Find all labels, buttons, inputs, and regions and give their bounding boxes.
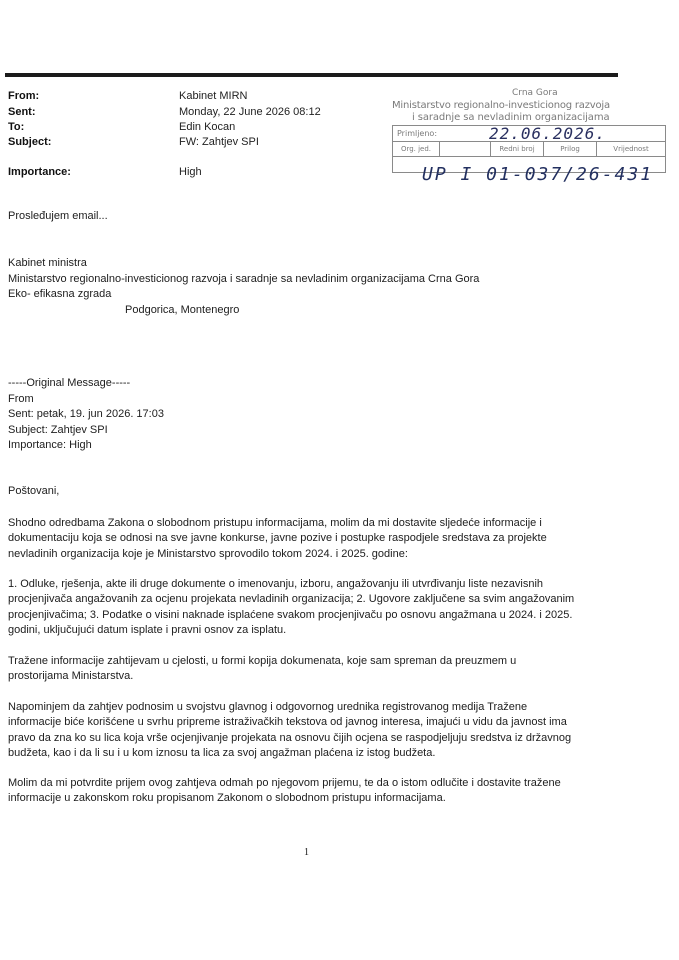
paragraph-2: 1. Odluke, rješenja, akte ili druge dokumente o imenovanju, izboru, angažovanju ili utvrđivanju liste nezavisnih procjenjivača angažovanih za ocjenu projekata nevladinih organizacija; 2. Ugovore zaključene sa svim angažovanim procjenjivačima; 3. Podatke o visini naknade isplaćene svakom procjenjivaču po osnovu angažmana u 2024. i 2025. godini, uključujući datum isplate i pravni osnov za isplatu. xyxy=(8,578,575,636)
stamp-col-number: Redni broj xyxy=(491,142,544,156)
page-number: 1 xyxy=(304,847,309,858)
signature-line1: Kabinet ministra xyxy=(8,257,87,269)
paragraph-3: Tražene informacije zahtijevam u cjelosti, u formi kopija dokumenata, koje sam spreman da preuzmem u prostorijama Ministarstva. xyxy=(8,655,517,683)
stamp-ministry-line1: Ministarstvo regionalno-investicionog razvoja xyxy=(392,100,610,111)
stamp-col-value: Vrijednost xyxy=(613,145,649,153)
forward-note: Prosleđujem email... xyxy=(8,210,108,222)
original-importance: Importance: High xyxy=(8,439,92,451)
stamp-received-date: 22.06.2026. xyxy=(489,124,606,143)
stamp-col-attachment: Prilog xyxy=(544,142,597,156)
stamp-received-row xyxy=(393,126,665,142)
importance-label: Importance: xyxy=(8,166,71,178)
sent-value: Monday, 22 June 2026 08:12 xyxy=(179,106,321,118)
stamp-ministry-line2: i saradnje sa nevladinim organizacijama xyxy=(412,112,610,123)
original-subject: Subject: Zahtjev SPI xyxy=(8,424,108,436)
to-label: To: xyxy=(8,121,25,133)
from-label: From: xyxy=(8,90,40,102)
subject-label: Subject: xyxy=(8,136,52,148)
from-value: Kabinet MIRN xyxy=(179,90,248,102)
importance-value: High xyxy=(179,166,202,178)
registry-stamp xyxy=(382,82,672,192)
original-sent: Sent: petak, 19. jun 2026. 17:03 xyxy=(8,408,164,420)
paragraph-5: Molim da mi potvrdite prijem ovog zahtjeva odmah po njegovom prijemu, te da o istom odlučite i dostavite tražene informacije u zakonskom roku propisanom Zakonom o slobodnom pristupu informacijama. xyxy=(8,777,561,805)
original-from: From xyxy=(8,393,34,405)
stamp-country: Crna Gora xyxy=(512,88,558,98)
subject-value: FW: Zahtjev SPI xyxy=(179,136,259,148)
header-rule xyxy=(5,73,618,77)
signature-line2: Ministarstvo regionalno-investicionog razvoja i saradnje sa nevladinim organizacijama Crna Gora xyxy=(8,273,480,285)
signature-line3: Eko- efikasna zgrada xyxy=(8,288,112,300)
stamp-received-label: Primljeno: xyxy=(397,129,438,138)
paragraph-4: Napominjem da zahtjev podnosim u svojstvu glavnog i odgovornog urednika registrovanog medija Tražene informacije biće korišćene u svrhu pripreme istraživačkih tekstova od javnog interesa, imajući u vidu da javnost ima pravo da zna ko su lica koja vrše ocjenjivanje projekata na osnovu čijih ocjena se raspodjeljuju sredstva iz državnog budžeta, kao i da li su i u kom iznosu ta lica za svoj angažman plaćena iz istog budžeta. xyxy=(8,701,572,759)
paragraph-1: Shodno odredbama Zakona o slobodnom pristupu informacijama, molim da mi dostavite sljedeće informacije i dokumentaciju koja se odnosi na sve javne konkurse, javne pozive i postupke raspodjele sredstava za projekte nevladinih organizacija koje je Ministarstvo sprovodilo tokom 2024. i 2025. godine: xyxy=(8,517,547,560)
signature-line4: Podgorica, Montenegro xyxy=(125,304,240,316)
stamp-col-blank xyxy=(440,142,491,156)
original-message-marker: -----Original Message----- xyxy=(8,377,131,389)
sent-label: Sent: xyxy=(8,106,36,118)
stamp-col-org: Org. jed. xyxy=(393,142,440,156)
greeting: Poštovani, xyxy=(8,485,60,497)
stamp-registration-number: UP I 01-037/26-431 xyxy=(422,164,654,185)
to-value: Edin Kocan xyxy=(179,121,236,133)
